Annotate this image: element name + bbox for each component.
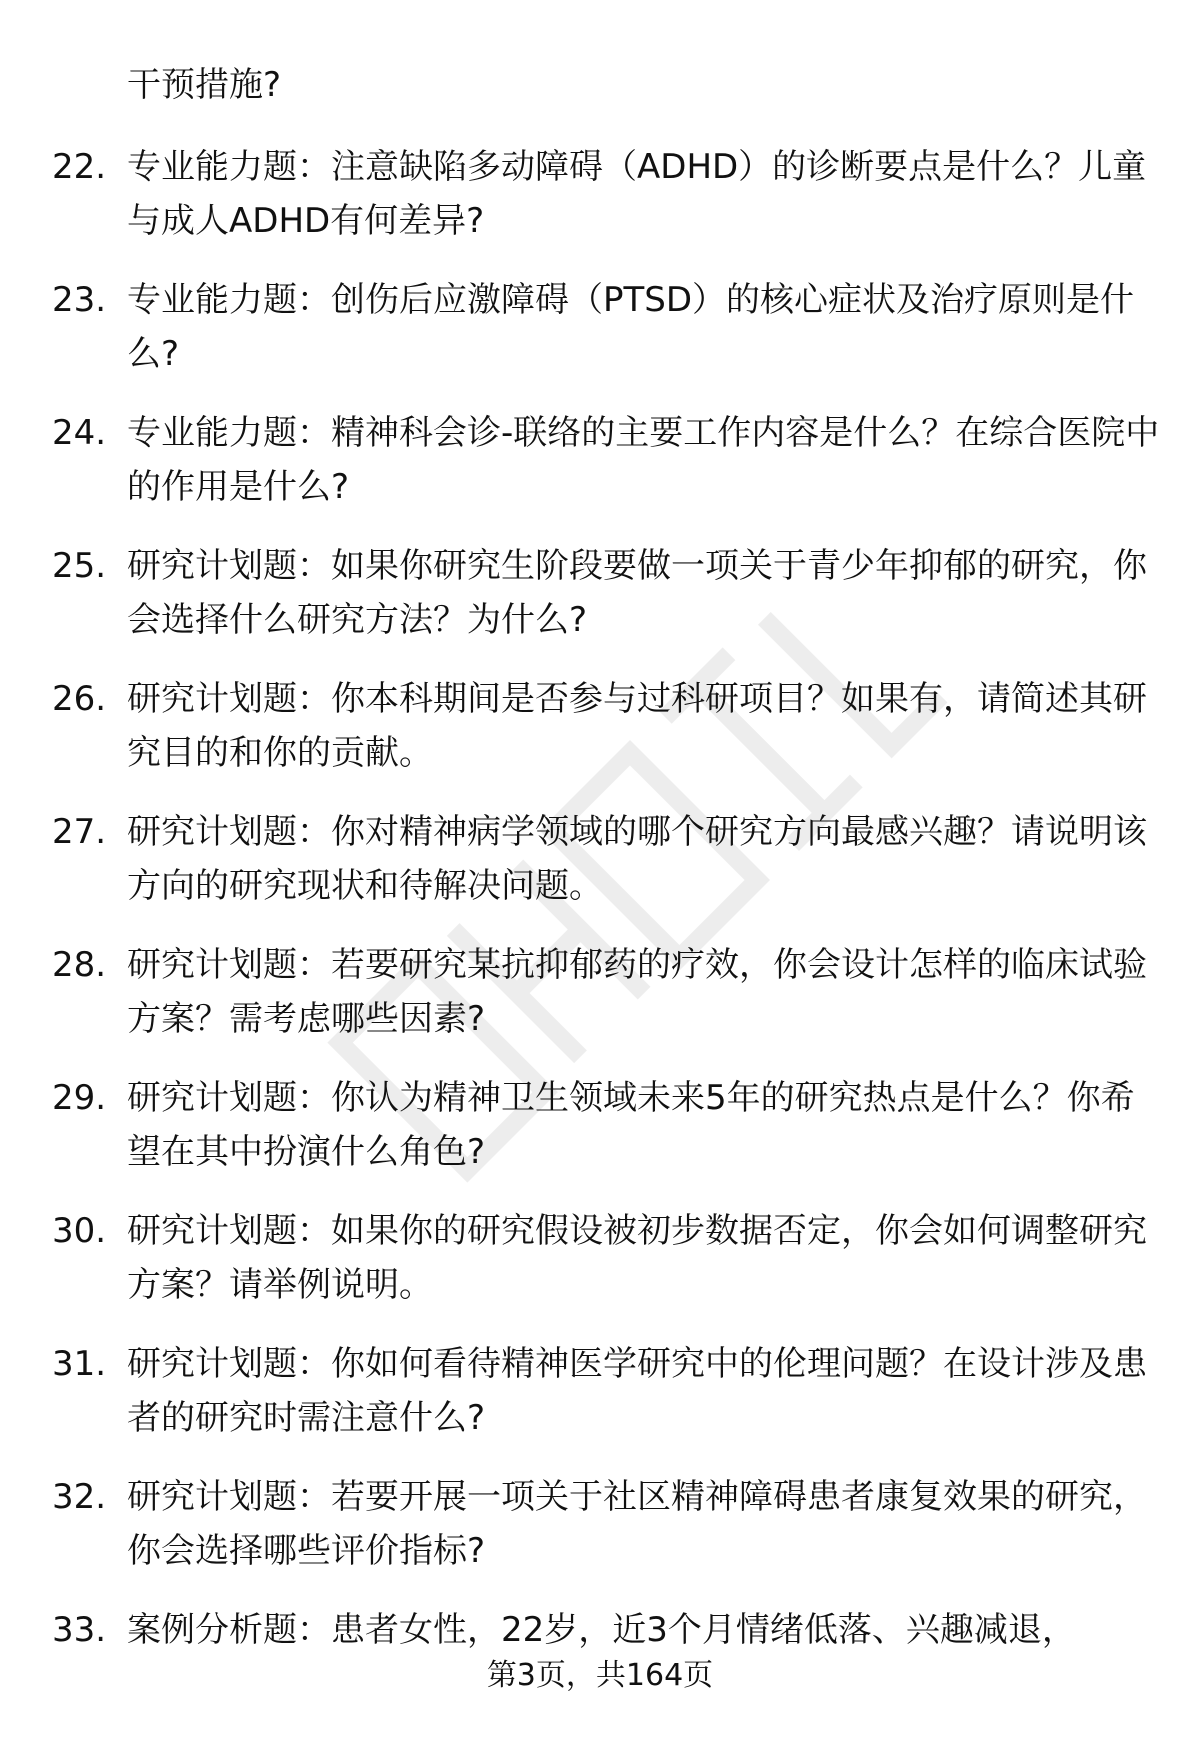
list-item (0, 672, 1200, 805)
question-number: 25. (52, 546, 107, 586)
question-number: 29. (52, 1078, 107, 1118)
list-item (0, 1337, 1200, 1470)
question-text: 专业能力题：精神科会诊-联络的主要工作内容是什么？在综合医院中的作用是什么? (127, 413, 1160, 507)
question-text: 研究计划题：你本科期间是否参与过科研项目？如果有，请简述其研究目的和你的贡献。 (127, 679, 1147, 773)
question-text: 研究计划题：若要开展一项关于社区精神障碍患者康复效果的研究，你会选择哪些评价指标? (127, 1477, 1147, 1571)
question-text: 研究计划题：如果你研究生阶段要做一项关于青少年抑郁的研究，你会选择什么研究方法？为什么? (127, 546, 1147, 640)
list-item (0, 805, 1200, 938)
continued-question-text: 干预措施? (127, 65, 282, 105)
question-number: 23. (52, 280, 107, 320)
list-item (0, 140, 1200, 273)
page-number-footer: 第3页，共164页 (486, 1658, 714, 1693)
list-item (0, 1470, 1200, 1603)
question-list (0, 140, 1200, 1736)
question-text: 研究计划题：你认为精神卫生领域未来5年的研究热点是什么？你希望在其中扮演什么角色? (127, 1078, 1135, 1172)
list-item (0, 1071, 1200, 1204)
list-item (0, 273, 1200, 406)
question-number: 27. (52, 812, 107, 852)
question-number: 24. (52, 413, 107, 453)
question-text: 案例分析题：患者女性，22岁，近3个月情绪低落、兴趣减退， (127, 1610, 1076, 1650)
question-number: 33. (52, 1610, 107, 1650)
question-text: 研究计划题：你如何看待精神医学研究中的伦理问题？在设计涉及患者的研究时需注意什么? (127, 1344, 1147, 1438)
question-text: 研究计划题：若要研究某抗抑郁药的疗效，你会设计怎样的临床试验方案？需考虑哪些因素? (127, 945, 1147, 1039)
question-number: 22. (52, 147, 107, 187)
question-number: 31. (52, 1344, 107, 1384)
list-item (0, 539, 1200, 672)
question-number: 32. (52, 1477, 107, 1517)
list-item (0, 1204, 1200, 1337)
list-item (0, 938, 1200, 1071)
question-text: 研究计划题：如果你的研究假设被初步数据否定，你会如何调整研究方案？请举例说明。 (127, 1211, 1147, 1305)
question-number: 28. (52, 945, 107, 985)
question-text: 专业能力题：创伤后应激障碍（PTSD）的核心症状及治疗原则是什么? (127, 280, 1135, 374)
question-text: 研究计划题：你对精神病学领域的哪个研究方向最感兴趣？请说明该方向的研究现状和待解决问题。 (127, 812, 1147, 906)
question-number: 30. (52, 1211, 107, 1251)
question-text: 专业能力题：注意缺陷多动障碍（ADHD）的诊断要点是什么？儿童与成人ADHD有何差异? (127, 147, 1147, 241)
question-number: 26. (52, 679, 107, 719)
list-item (0, 406, 1200, 539)
